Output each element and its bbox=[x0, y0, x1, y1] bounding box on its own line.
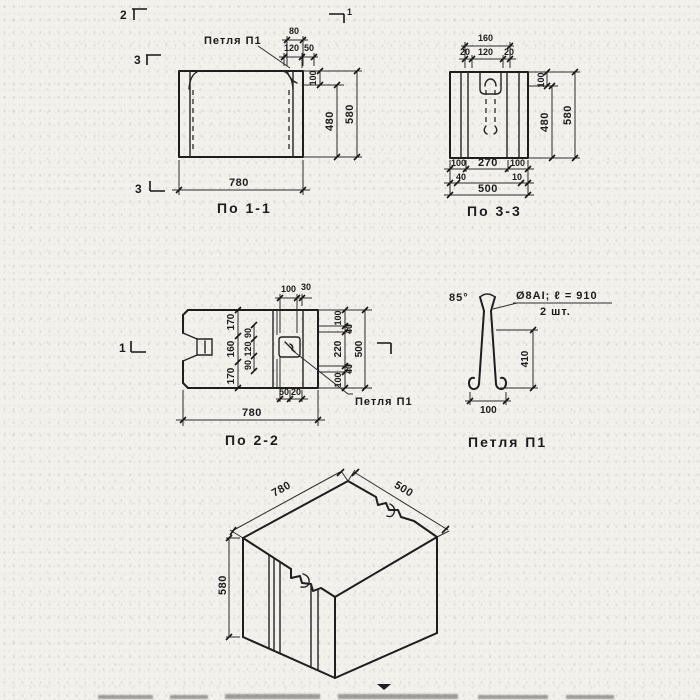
dim-i90a: 90 bbox=[243, 327, 253, 339]
dim-r40a: 40 bbox=[344, 323, 354, 335]
dim-500: 500 bbox=[478, 183, 498, 195]
loop-spec: Ø8АI; ℓ = 910 bbox=[516, 290, 598, 302]
dim-580: 580 bbox=[562, 105, 574, 125]
dim-100: 100 bbox=[480, 405, 497, 416]
dim-r100a: 100 bbox=[333, 310, 343, 326]
dim-10: 10 bbox=[512, 172, 523, 182]
view-3-3-title: По 3-3 bbox=[467, 203, 522, 219]
ground-mark bbox=[377, 684, 391, 690]
dim-120: 120 bbox=[284, 43, 300, 53]
dim-780: 780 bbox=[229, 177, 249, 189]
dim-50: 50 bbox=[279, 387, 290, 397]
section-marker-3a: 3 bbox=[134, 53, 142, 67]
dim-120: 120 bbox=[478, 47, 494, 57]
dim-500: 500 bbox=[354, 340, 365, 358]
dim-r220: 220 bbox=[333, 340, 344, 358]
section-marker-1: 1 bbox=[119, 341, 127, 355]
loop-angle-note: 85° bbox=[449, 292, 469, 304]
dim-l160: 160 bbox=[226, 340, 237, 358]
dim-r100b: 100 bbox=[333, 372, 343, 388]
section-1-1 bbox=[120, 7, 362, 216]
dim-20a: 20 bbox=[460, 47, 471, 57]
iso-dim-780: 780 bbox=[269, 479, 294, 500]
dim-20b: 20 bbox=[504, 47, 515, 57]
dim-100: 100 bbox=[281, 284, 297, 294]
dim-l170b: 170 bbox=[226, 367, 237, 385]
dim-480: 480 bbox=[539, 112, 551, 132]
scan-artifacts bbox=[98, 694, 614, 699]
section-3-3 bbox=[444, 33, 580, 219]
isometric-view bbox=[217, 469, 449, 690]
dim-30: 30 bbox=[301, 282, 312, 292]
dim-20: 20 bbox=[291, 387, 302, 397]
dim-50: 50 bbox=[304, 43, 315, 53]
dim-100-top: 100 bbox=[536, 72, 546, 88]
dim-i90b: 90 bbox=[243, 359, 253, 371]
section-marker-1: 1 bbox=[347, 7, 353, 17]
dim-80: 80 bbox=[289, 26, 300, 36]
dim-480: 480 bbox=[324, 111, 336, 131]
dim-r40b: 40 bbox=[344, 363, 354, 375]
dim-580: 580 bbox=[344, 104, 356, 124]
dim-160: 160 bbox=[478, 33, 494, 43]
dim-l170a: 170 bbox=[226, 313, 237, 331]
dim-40: 40 bbox=[456, 172, 467, 182]
section-marker-3b: 3 bbox=[135, 182, 143, 196]
dim-780: 780 bbox=[242, 407, 262, 419]
view-1-1-title: По 1-1 bbox=[217, 200, 272, 216]
dim-100r: 100 bbox=[510, 158, 526, 168]
section-marker-2: 2 bbox=[120, 8, 128, 22]
loop-detail bbox=[449, 290, 612, 450]
dim-270: 270 bbox=[478, 157, 498, 169]
iso-dim-580: 580 bbox=[217, 575, 229, 595]
dim-i120: 120 bbox=[243, 341, 253, 357]
view-2-2-title: По 2-2 bbox=[225, 432, 280, 448]
loop-callout-label: Петля П1 bbox=[355, 396, 413, 408]
dim-100-top: 100 bbox=[308, 70, 318, 86]
loop-qty: 2 шт. bbox=[540, 306, 571, 318]
section-2-2 bbox=[119, 282, 413, 448]
loop-detail-title: Петля П1 bbox=[468, 434, 548, 450]
dim-410: 410 bbox=[520, 350, 531, 368]
dim-100l: 100 bbox=[451, 158, 467, 168]
loop-callout-label: Петля П1 bbox=[204, 35, 262, 47]
iso-dim-500: 500 bbox=[391, 479, 416, 500]
